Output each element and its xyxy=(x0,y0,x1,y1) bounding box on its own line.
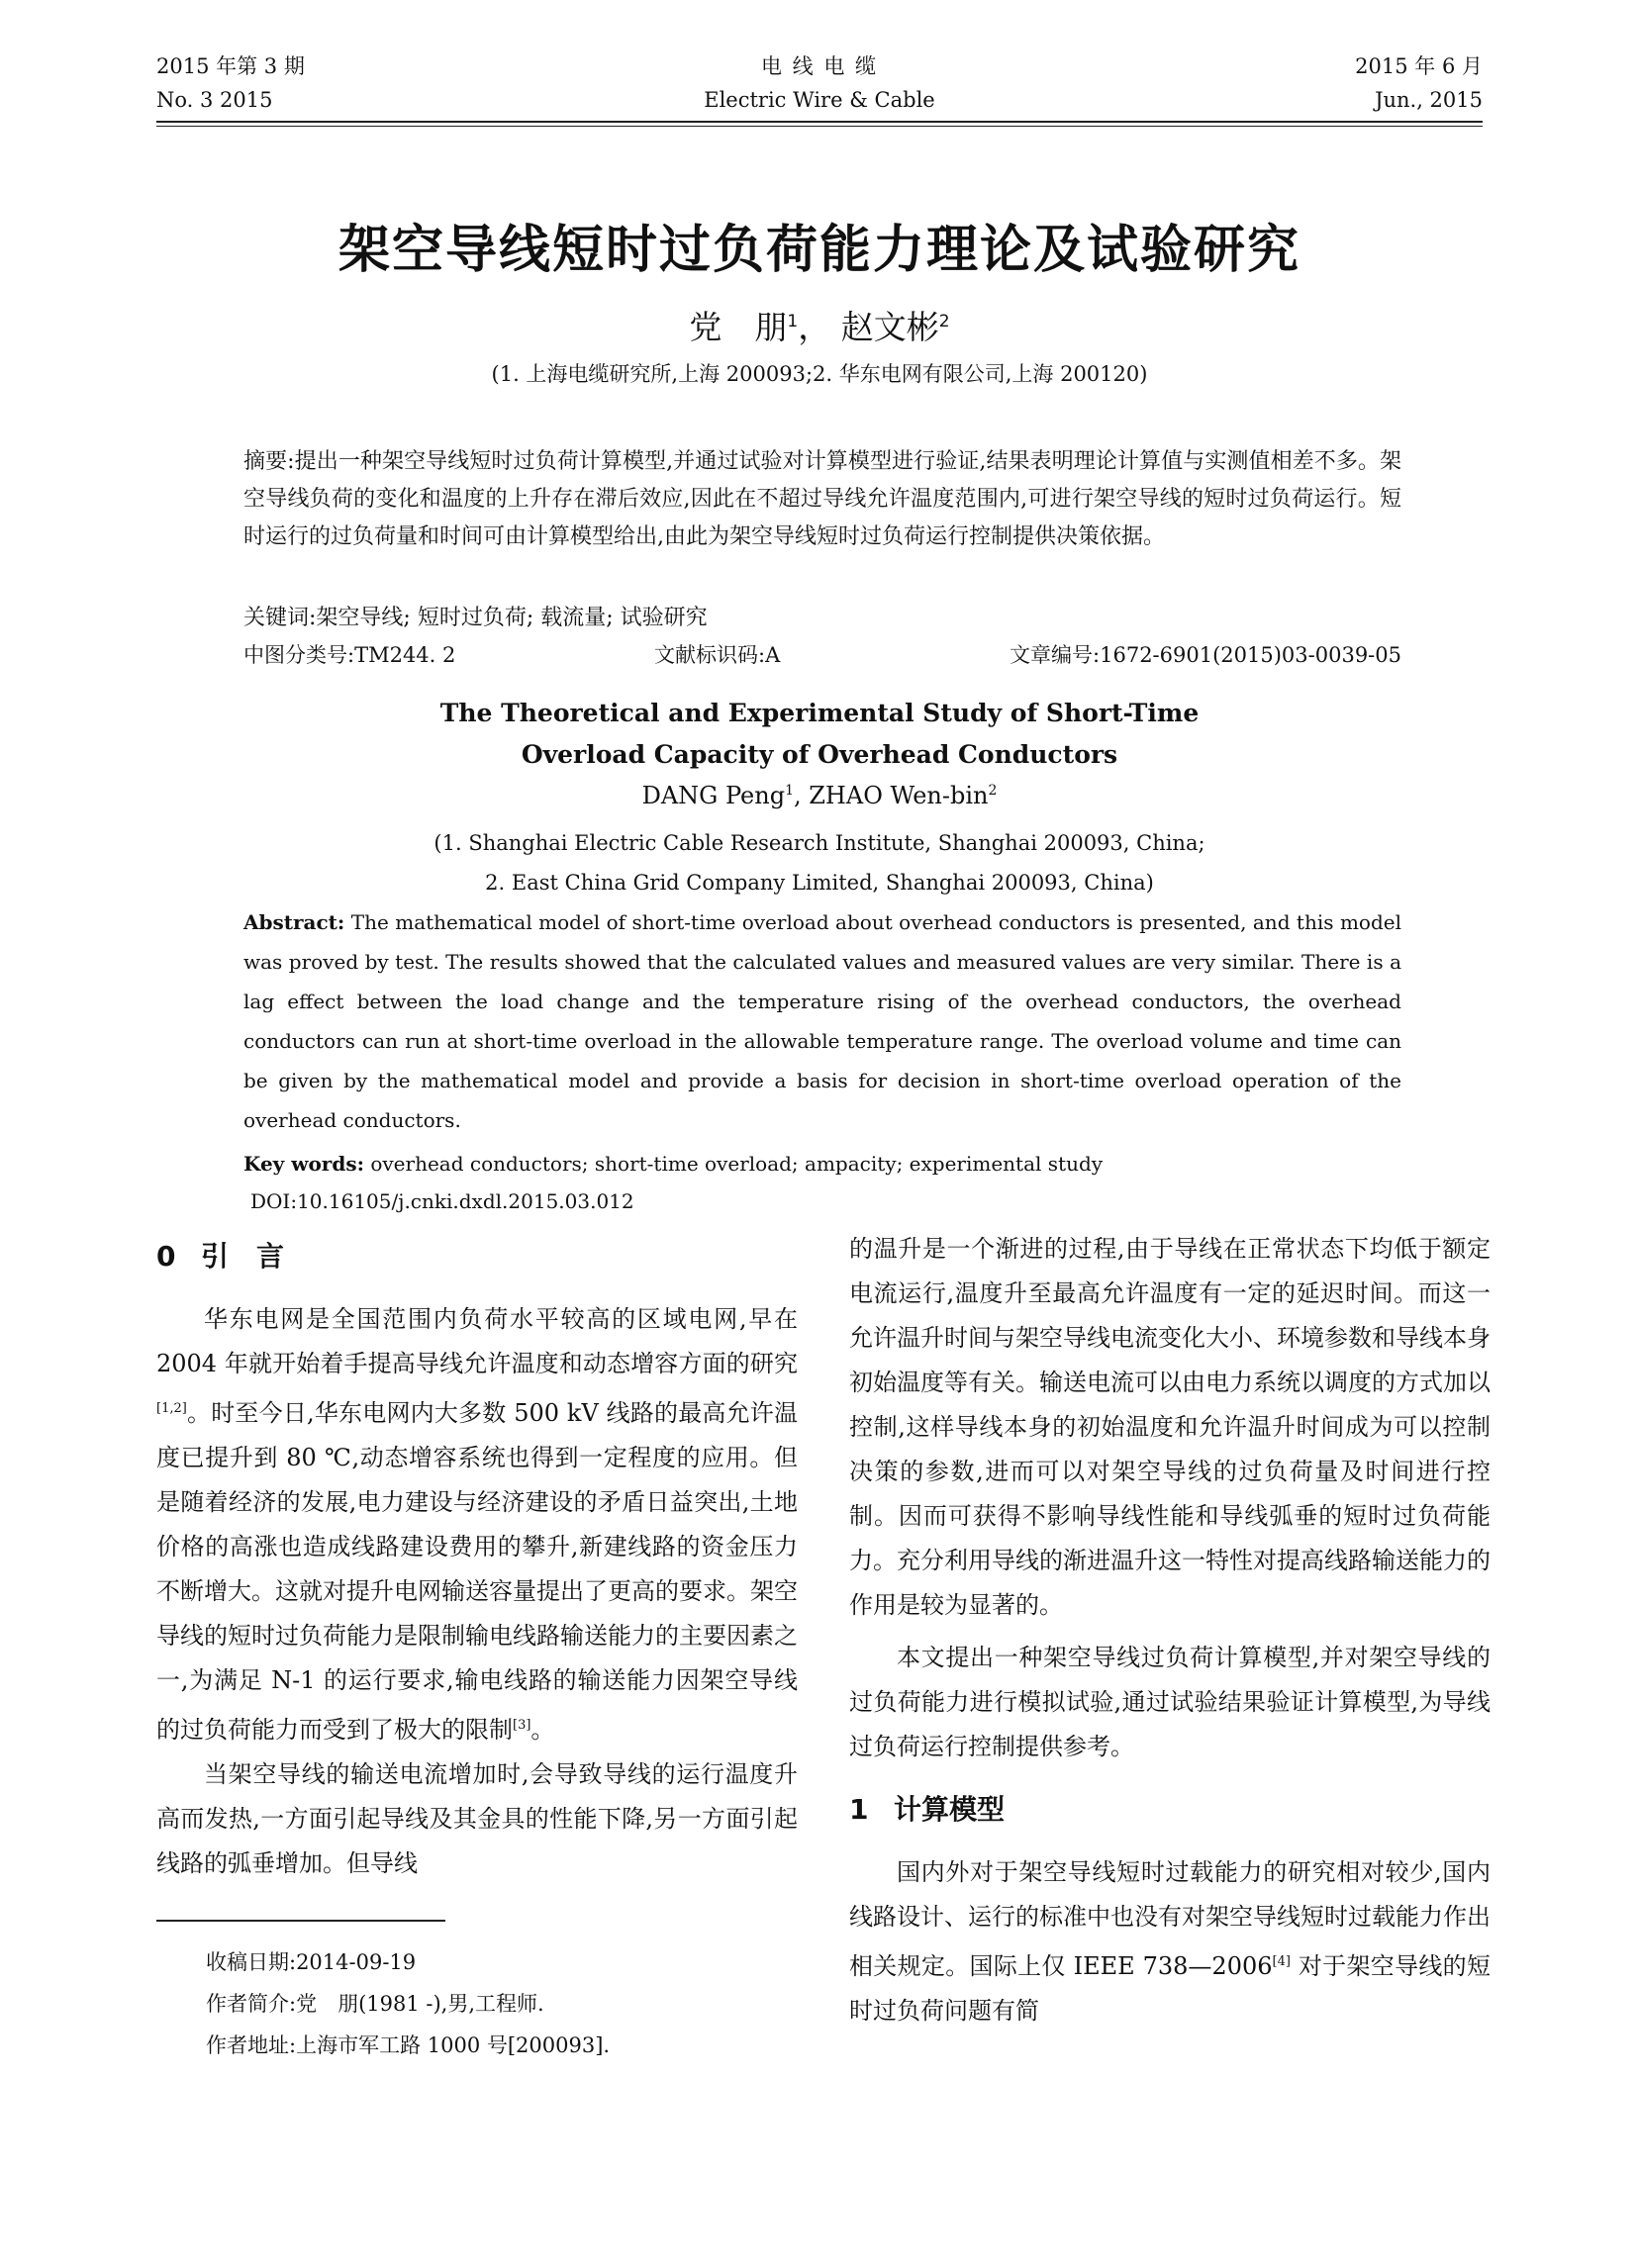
section-heading-model xyxy=(849,1785,1491,1835)
abstract-en-label: Abstract: xyxy=(243,910,345,934)
paragraph-text: 。 xyxy=(530,1716,555,1744)
footnote-rule xyxy=(156,1920,445,1922)
paragraph-text: 国内外对于架空导线短时过载能力的研究相对较少,国内线路设计、运行的标准中也没有对架空导线短时过载能力作出相关规定。国际上仅 IEEE 738—2006 xyxy=(849,1858,1491,1980)
authors-cn xyxy=(156,302,1483,348)
issue-en: No. 3 2015 xyxy=(156,88,273,112)
keywords-en-text: overhead conductors; short-time overload; ampacity; experimental study xyxy=(363,1152,1104,1176)
paragraph-text: 。时至今日,华东电网内大多数 500 kV 线路的最高允许温度已提升到 80 ℃,动态增容系统也得到一定程度的应用。但是随着经济的发展,电力建设与经济建设的矛盾日益突出,土地价格的高涨也造成线路建设费用的攀升,新建线路的资金压力不断增大。这就对提升电网输送容量提出了更高的要求。架空导线的短时过负荷能力是限制输电线路输送能力的主要因素之一,为满足 N-1 的运行要求,输电线路的输送能力因架空导线的过负荷能力而受到了极大的限制 xyxy=(156,1399,798,1744)
paragraph: 的温升是一个渐进的过程,由于导线在正常状态下均低于额定电流运行,温度升至最高允许温度有一定的延迟时间。而这一允许温升时间与架空导线电流变化大小、环境参数和导线本身初始温度等有关。输送电流可以由电力系统以调度的方式加以控制,这样导线本身的初始温度和允许温升时间成为可以控制决策的参数,进而可以对架空导线的过负荷量及时间进行控制。因而可获得不影响导线性能和导线弧垂的短时过负荷能力。充分利用导线的渐进温升这一特性对提高线路输送能力的作用是较为显著的。 xyxy=(849,1235,1491,1619)
paragraph-text: 华东电网是全国范围内负荷水平较高的区域电网,早在 2004 年就开始着手提高导线允许温度和动态增容方面的研究 xyxy=(156,1305,798,1377)
section-heading-introduction xyxy=(156,1232,798,1281)
footnotes xyxy=(206,1941,610,2066)
author-separator: ， xyxy=(798,308,831,346)
affiliation-en xyxy=(156,823,1483,902)
abstract-en-text: The mathematical model of short-time overload about overhead conductors is presented, and this model was proved by test. The results showed that the calculated values and measured values are very similar. There is a lag effect between the load change and the temperature rising of the overhead conductors, the overhead conductors can run at short-time overload in the allowable temperature range. The overload volume and time can be given by the mathematical model and provide a basis for decision in short-time overload operation of the overhead conductors. xyxy=(243,910,1401,1132)
section-number: 1 xyxy=(849,1793,869,1826)
keywords-en-label: Key words: xyxy=(243,1152,364,1176)
keywords-en xyxy=(243,1144,1401,1183)
abstract-en xyxy=(243,902,1401,1140)
author-1-en: DANG Peng xyxy=(641,782,786,809)
doi: DOI:10.16105/j.cnki.dxdl.2015.03.012 xyxy=(250,1189,634,1213)
authors-en xyxy=(156,782,1483,809)
running-header xyxy=(156,49,1483,129)
date-cn: 2015 年 6 月 xyxy=(1355,54,1483,78)
keywords-cn: 关键词:架空导线; 短时过负荷; 载流量; 试验研究 xyxy=(243,606,708,630)
body-column-right xyxy=(849,1227,1491,2033)
affiliation-cn: (1. 上海电缆研究所,上海 200093;2. 华东电网有限公司,上海 200120) xyxy=(491,362,1148,386)
author-1-cn: 党 朋 xyxy=(689,308,788,346)
section-title: 引 言 xyxy=(201,1240,285,1273)
author-2-cn: 赵文彬 xyxy=(840,308,939,346)
citation: [1,2] xyxy=(156,1401,187,1416)
body-column-left xyxy=(156,1232,798,1886)
author-en-separator: , xyxy=(793,782,810,809)
author-2-en: ZHAO Wen-bin xyxy=(809,782,989,809)
paper-title-cn: 架空导线短时过负荷能力理论及试验研究 xyxy=(337,221,1300,280)
journal-name-en: Electric Wire & Cable xyxy=(704,88,935,112)
date-en: Jun., 2015 xyxy=(1375,88,1483,112)
paper-title-en xyxy=(156,693,1483,776)
paragraph: 当架空导线的输送电流增加时,会导致导线的运行温度升高而发热,一方面引起导线及其金具的性能下降,另一方面引起线路的弧垂增加。但导线 xyxy=(156,1760,798,1877)
affiliation-en-line2: 2. East China Grid Company Limited, Shanghai 200093, China) xyxy=(485,871,1154,895)
author-address: 作者地址:上海市军工路 1000 号[200093]. xyxy=(206,2033,611,2057)
author-1-affil-mark: 1 xyxy=(787,312,799,331)
author-2-en-affil-mark: 2 xyxy=(988,783,998,799)
section-title: 计算模型 xyxy=(894,1793,1006,1826)
affiliation-en-line1: (1. Shanghai Electric Cable Research Institute, Shanghai 200093, China; xyxy=(433,831,1205,855)
author-2-affil-mark: 2 xyxy=(938,312,950,331)
header-center xyxy=(156,49,1483,117)
citation: [4] xyxy=(1272,1954,1291,1969)
citation: [3] xyxy=(513,1718,531,1733)
document-code: 文献标识码:A xyxy=(654,643,781,667)
received-date: 收稿日期:2014-09-19 xyxy=(206,1950,417,1974)
paragraph xyxy=(849,1850,1491,2033)
paragraph xyxy=(156,1297,798,1752)
paragraph-text: 对于架空导线的短时过负荷问题有简 xyxy=(849,1952,1491,2025)
paper-title-en-line2: Overload Capacity of Overhead Conductors xyxy=(521,740,1118,769)
clc-number: 中图分类号:TM244. 2 xyxy=(243,643,456,667)
journal-name-cn: 电 线 电 缆 xyxy=(760,54,879,78)
issue-cn: 2015 年第 3 期 xyxy=(156,54,305,78)
header-rule-thin xyxy=(156,126,1483,127)
author-1-en-affil-mark: 1 xyxy=(785,783,794,799)
header-rule xyxy=(156,121,1483,123)
article-number: 文章编号:1672-6901(2015)03-0039-05 xyxy=(1010,643,1401,667)
section-number: 0 xyxy=(156,1240,176,1273)
abstract-cn: 摘要:提出一种架空导线短时过负荷计算模型,并通过试验对计算模型进行验证,结果表明理论计算值与实测值相差不多。架空导线负荷的变化和温度的上升存在滞后效应,因此在不超过导线允许温度范围内,可进行架空导线的短时过负荷运行。短时运行的过负荷量和时间可由计算模型给出,由此为架空导线短时过负荷运行控制提供决策依据。 xyxy=(243,449,1401,549)
header-right xyxy=(1355,49,1483,117)
classification-row xyxy=(243,639,1401,679)
paper-title-en-line1: The Theoretical and Experimental Study of Short-Time xyxy=(439,699,1200,727)
author-bio: 作者简介:党 朋(1981 -),男,工程师. xyxy=(206,1992,544,2016)
paragraph: 本文提出一种架空导线过负荷计算模型,并对架空导线的过负荷能力进行模拟试验,通过试验结果验证计算模型,为导线过负荷运行控制提供参考。 xyxy=(849,1644,1491,1760)
